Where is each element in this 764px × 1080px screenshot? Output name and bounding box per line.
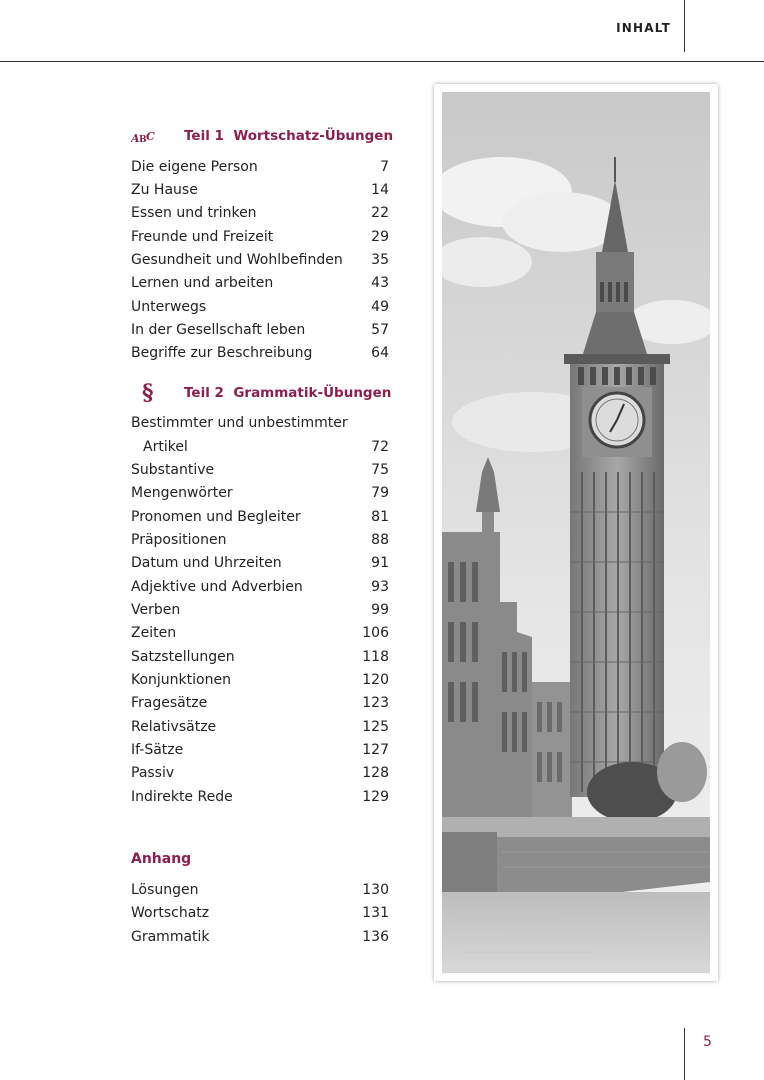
toc-entry[interactable] [131,579,389,599]
section-title: Grammatik-Übungen [233,385,392,401]
toc-entry[interactable] [131,719,389,739]
toc-entry[interactable] [131,649,389,669]
toc-entry[interactable] [131,765,389,785]
toc-entry-page: 118 [362,649,389,665]
toc-entry[interactable] [131,602,389,622]
toc-entry-label: Pronomen und Begleiter [131,509,301,525]
toc-entry-label: Wortschatz [131,905,210,921]
toc-entry-page: 29 [371,229,389,245]
toc-entry-page: 120 [362,672,389,688]
toc-entry-label: Artikel [143,439,188,455]
toc-entry[interactable] [131,695,389,715]
toc-entry-page: 7 [380,159,389,175]
toc-entry[interactable] [131,672,389,692]
toc-entry[interactable] [131,485,389,505]
toc-entry[interactable] [131,905,389,925]
section-heading-teil-1[interactable] [131,126,394,148]
toc-entry[interactable] [131,625,389,645]
toc-entry-page: 129 [362,789,389,805]
svg-text:B: B [139,135,147,144]
toc-entry-page: 91 [371,555,389,571]
toc-entry-label: Relativsätze [131,719,217,735]
toc-entry[interactable] [131,205,389,225]
toc-entry-label: Substantive [131,462,215,478]
toc-entry-page: 14 [371,182,389,198]
toc-entry[interactable] [131,509,389,529]
toc-entry-label: Präpositionen [131,532,227,548]
toc-entry[interactable] [131,159,389,179]
toc-entry-page: 81 [371,509,389,525]
toc-entry-page: 49 [371,299,389,315]
toc-entry-label: Fragesätze [131,695,208,711]
section-title: Wortschatz-Übungen [233,128,394,144]
section-heading-anhang[interactable]: Anhang [131,851,192,867]
toc-entry-page: 43 [371,275,389,291]
toc-entry-label: Unterwegs [131,299,207,315]
toc-entry-page: 35 [371,252,389,268]
toc-entry-page: 75 [371,462,389,478]
toc-entry-label: Bestimmter und unbestimmter [131,415,348,431]
toc-entry-page: 106 [362,625,389,641]
toc-entry-label: Lernen und arbeiten [131,275,274,291]
toc-entry-page: 136 [362,929,389,945]
toc-entry[interactable] [131,532,389,552]
toc-entry-label: In der Gesellschaft leben [131,322,306,338]
toc-entry-label: Mengenwörter [131,485,233,501]
page-number: 5 [703,1034,712,1050]
section-prefix: Teil 1 [184,128,224,144]
section-heading-teil-2[interactable] [131,380,392,406]
toc-entry-label: If-Sätze [131,742,184,758]
toc-entry[interactable] [131,275,389,295]
abc-icon [131,130,157,148]
header-rule [0,61,764,62]
toc-entry-label: Begriffe zur Beschreibung [131,345,313,361]
section-prefix: Teil 2 [184,385,224,401]
footer-divider-vertical [684,1028,685,1080]
toc-entry-page: 79 [371,485,389,501]
photo-frame [434,84,718,981]
toc-entry-page: 125 [362,719,389,735]
toc-entry-page: 99 [371,602,389,618]
toc-entry[interactable] [131,415,389,435]
toc-entry[interactable] [131,789,389,809]
toc-entry[interactable] [131,252,389,272]
toc-entry-label: Verben [131,602,181,618]
paragraph-icon: § [142,380,154,406]
toc-entry-page: 130 [362,882,389,898]
svg-text:A: A [131,132,140,144]
toc-entry[interactable] [131,229,389,249]
toc-entry-label: Datum und Uhrzeiten [131,555,282,571]
toc-entry-label: Indirekte Rede [131,789,233,805]
svg-text:C: C [146,130,155,143]
toc-entry-page: 72 [371,439,389,455]
toc-entry[interactable] [131,439,389,459]
toc-entry-page: 22 [371,205,389,221]
toc-entry[interactable] [131,345,389,365]
toc-entry-page: 131 [362,905,389,921]
big-ben-photo [442,92,710,973]
toc-entry-label: Zu Hause [131,182,198,198]
toc-entry-page: 128 [362,765,389,781]
toc-entry-page: 64 [371,345,389,361]
toc-entry-label: Gesundheit und Wohlbefinden [131,252,343,268]
running-header: INHALT [616,21,671,35]
toc-entry-label: Adjektive und Adverbien [131,579,303,595]
toc-entry-label: Lösungen [131,882,199,898]
toc-entry-page: 123 [362,695,389,711]
toc-entry-label: Konjunktionen [131,672,231,688]
toc-entry-label: Die eigene Person [131,159,258,175]
toc-entry[interactable] [131,742,389,762]
toc-entry[interactable] [131,882,389,902]
toc-entry-label: Freunde und Freizeit [131,229,274,245]
toc-entry[interactable] [131,322,389,342]
toc-entry-label: Essen und trinken [131,205,257,221]
header-divider-vertical [684,0,685,52]
toc-entry[interactable] [131,555,389,575]
toc-entry-page: 93 [371,579,389,595]
toc-entry-label: Grammatik [131,929,210,945]
toc-entry-page: 57 [371,322,389,338]
toc-entry-page: 88 [371,532,389,548]
toc-entry[interactable] [131,182,389,202]
toc-entry[interactable] [131,929,389,949]
toc-entry[interactable] [131,299,389,319]
toc-entry-label: Zeiten [131,625,177,641]
toc-entry-label: Satzstellungen [131,649,235,665]
toc-entry-page: 127 [362,742,389,758]
toc-entry-label: Passiv [131,765,175,781]
toc-entry[interactable] [131,462,389,482]
